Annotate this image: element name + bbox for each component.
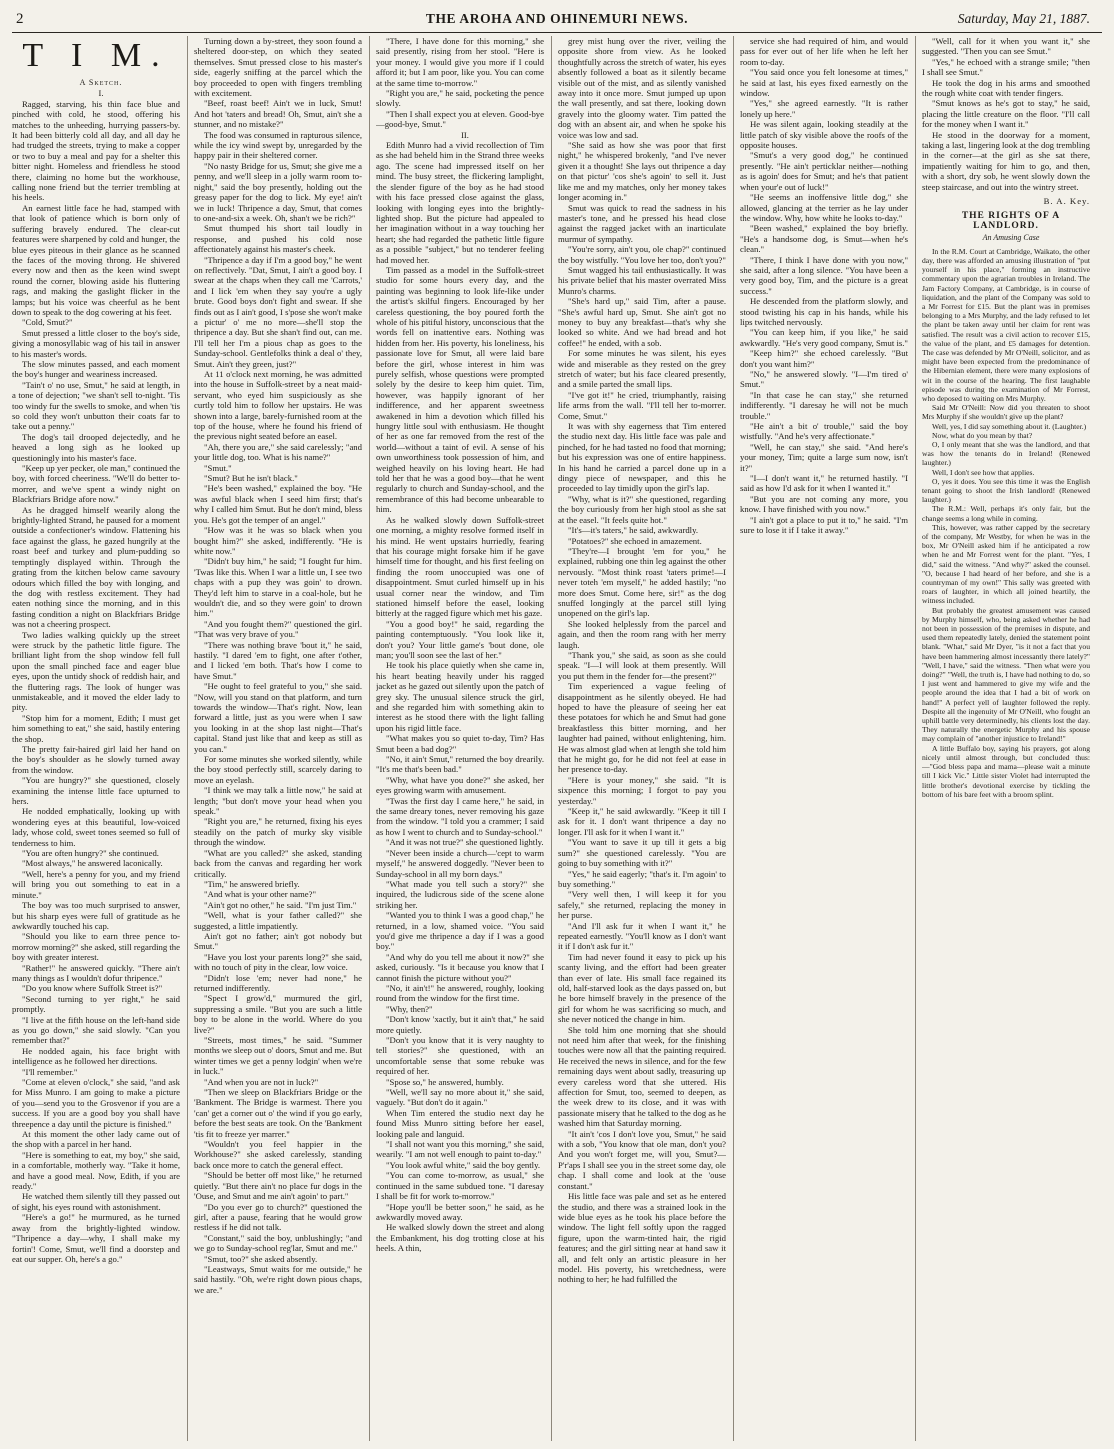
paragraph: He nodded emphatically, looking up with wondering eyes at this beautiful, low-voiced lady, whose cold, sweet tones seemed so full of tenderness to him. [12, 806, 180, 848]
paragraph: This, however, was rather capped by the secretary of the company, Mr Westby, for when he was in the box, Mr O'Neill asked him if he anticipated a row when he and Mr Forrest went for the plant. "Yes, I did," said the witness. "And why?" asked the counsel. "O, because I had heard of her before, and she is a countryman of my own!" This sally was greeted with roars of laughter, in which all joined heartily, the witness included. [922, 522, 1090, 606]
paragraph: "You look awful white," said the boy gently. [386, 1159, 541, 1170]
paragraph: For some minutes she worked silently, while the boy stood perfectly still, scarcely daring to move an eyelash. [194, 754, 362, 785]
masthead [12, 8, 1102, 33]
paragraph: "Why, what is it?" she questioned, regarding the boy curiously from her high stool as she sat at the easel. "It feels quite hot." [558, 493, 726, 525]
paragraph: "Do you ever go to church?" questioned the girl, after a pause, fearing that he would grow restless if he did not talk. [194, 1201, 362, 1233]
rights-sub-text: An Amusing Case [982, 233, 1040, 243]
sig-text: B. A. Key. [1043, 196, 1090, 207]
paragraph: "There was nothing brave 'bout it," he said, hastily. "I dared 'em to fight, one after t'other, and I licked 'em both. That's how I come to have Smut." [194, 639, 362, 681]
paragraph: "Never been inside a church—'cept to warm myself," he answered doggedly. "Never been to Sunday-school in all my born days." [376, 847, 544, 879]
paragraph: "And you fought them?" questioned the girl. "That was very brave of you." [194, 618, 362, 640]
paragraph: "Didn't lose 'em; never had none," he returned indifferently. [194, 972, 362, 993]
article-columns [12, 36, 1102, 1441]
paragraph: "They're—I brought 'em for you," he explained, rubbing one thin leg against the other nervously. "Most think roast 'taters prime!—I never toteh 'em myself," he added hastily; "no more does Smut. Come here, sir!" as the dog snuffed longingly at the parcel still lying unopened on the girl's lap. [558, 545, 726, 619]
paragraph: He walked slowly down the street and along the Embankment, his dog trotting close at his heels. A thin, [376, 1222, 544, 1254]
paragraph: "Smut knows as he's got to stay," he said, placing the little creature on the floor. "I'll call for the money when I want it." [922, 98, 1090, 130]
paragraph: "Cold, Smut?" [22, 317, 73, 328]
paragraph: She looked helplessly from the parcel and again, and then the room rang with her merry laugh. [558, 618, 726, 650]
paragraph: "And when you are not in luck?" [204, 1076, 319, 1087]
paragraph: The R.M.: Well, perhaps it's only fair, but the change seems a long while in coming. [922, 504, 1090, 523]
paragraph: "You are hungry?" she questioned, closely examining the intense little face upturned to hers. [12, 775, 180, 807]
paragraph: He descended from the platform slowly, and stood twisting his cap in his hands, while his lips twitched nervously. [740, 296, 908, 327]
paragraph: "Well, call for it when you want it," she suggested. "Then you can see Smut." [922, 36, 1090, 57]
paragraph: Said Mr O'Neill: Now did you threaten to shoot Mrs Murphy if she wouldn't give up the plant? [922, 403, 1090, 422]
paragraph: He was silent again, looking steadily at the little patch of sky visible above the roofs of the opposite houses. [740, 119, 908, 151]
paragraph: Well, yes, I did say something about it. (Laughter.) [932, 421, 1087, 431]
part-number: I. [98, 88, 104, 99]
column-5 [740, 36, 908, 1441]
paragraph: "Keep him?" she echoed carelessly. "But don't you want him?" [740, 348, 908, 369]
paragraph: Turning down a by-street, they soon found a sheltered door-step, on which they seated themselves. Smut pressed close to his master's side, eagerly sniffing at the parcel which the boy proceeded to open with fingers trembling with excitement. [194, 36, 362, 99]
paragraph: An earnest little face he had, stamped with that look of patience which is born only of suffering bravely endured. The clear-cut features were sharpened by cold and hunger, the blue eyes piteous in their glance as he scanned the faces of the moving throng. He shivered every now and then as the keen wind swept round the corner, blowing aside his fluttering rags, and making the gaslight flicker in the lamps; but his voice was cheerful as he bent down to speak to the dog cowering at his feet. [12, 202, 180, 317]
paragraph: "Constant," said the boy, unblushingly; "and we go to Sunday-school reg'lar, Smut and me." [194, 1232, 362, 1254]
paragraph: "And what is your other name?" [204, 889, 317, 900]
paragraph: A little Buffalo boy, saying his prayers, got along nicely until almost through, but concluded thus:—"God bless papa and mama—please wait a minute till I kick Vic." Little sister Violet had interrupted the little brother's devotional exercise by tickling the bottom of his bare feet with a broom splint. [922, 743, 1090, 799]
column-4 [558, 36, 726, 1441]
paragraph: "Yes," she agreed earnestly. "It is rather lonely up here." [740, 98, 908, 119]
paragraph: For some minutes he was silent, his eyes wide and miserable as they rested on the grey stretch of water; but his face cleared presently, and a smile parted the small lips. [558, 348, 726, 390]
paragraph: "Should be better off most like," he returned quietly. "But there ain't no place fur dogs in the 'Ouse, and Smut and me ain't agoin' to part." [194, 1170, 362, 1202]
paragraph: The dog's tail drooped dejectedly, and he heaved a long sigh as he looked up questioningly into his master's face. [12, 431, 180, 463]
paragraph: She told him one morning that she should not need him after that week, for the finishing touches were now all that the painting required. He received the news in silence, and for the few remaining days went about sadly, treasuring up every careless word that she uttered. His affection for Smut, too, seemed to deepen, as the week drew to its close, and it was with passionate misery that he talked to the dog as he washed him that Saturday morning. [558, 1024, 726, 1129]
paragraph: "Smut, too?" she asked absently. [204, 1253, 318, 1264]
paragraph: "No nasty Bridge for us, Smut; she give me a penny, and we'll sleep in a jolly warm room to-night," said the boy presently, holding out the greasy paper for the dog to lick. My eye! ain't we in luck! Thripence a day, Smut, that comes to one-and-six a week. Oh, shan't we be rich?" [194, 160, 362, 223]
paragraph: "Well, what is your father called?" she suggested, a little impatiently. [194, 910, 362, 931]
paragraph: "Thripence a day if I'm a good boy," he went on reflectively. "Dat, Smut, I ain't a good boy. I swear at the chaps when they call me 'Carrots,' and I lick 'em when they say you're a ugly brute. Good boys don't fight and swear. If she finds out as I ain't good, I s'pose she won't make a pictur' o' me no more—she'll stop the thripence a day. But she shan't find out, can me. I'll tell her I'm a pious chap as goes to the Sunday-school. Gentlefolks think a deal o' they, Smut. Ain't they green, just?" [194, 254, 362, 369]
paragraph: "Then I shall expect you at eleven. Good-bye—good-bye, Smut." [376, 108, 544, 130]
paragraph: "I think we may talk a little now," he said at length; "but don't move your head when you speak." [194, 785, 362, 817]
paragraph: "Then we sleep on Blackfriars Bridge or the 'Bankment. The Bridge is warmest. There you 'can' get a corner out o' the wind if you go early, before the best seats are took. On the 'Bankment 'tis fit to freeze yer marrer." [194, 1087, 362, 1139]
paragraph: The boy was too much surprised to answer, but his sharp eyes were full of gratitude as he awkwardly touched his cap. [12, 900, 180, 931]
paragraph: "It ain't 'cos I don't love you, Smut," he said with a sob, "You know that ole man, don't you? And you won't forget me, will you, Smut?—P'r'aps I shall see you in the street some day, ole chap. I shall come and look at the 'ouse constant." [558, 1128, 726, 1191]
paragraph: "Here is something to eat, my boy," she said, in a comfortable, motherly way. "Take it home, and have a good meal. Now, Edith, if you are ready." [12, 1149, 180, 1192]
paragraph: In the R.M. Court at Cambridge, Waikato, the other day, there was afforded an amusing illustration of "put yourself in his place," forming an instructive commentary upon the agrarian troubles in Ireland. The Jam Factory Company, at Cambridge, is in course of liquidation, and the plant of the Company was sold to a Mr Forrest for £15. But the plant was in premises belonging to a Mrs Murphy, and the lady refused to let the plant be taken away until her claim for rent was satisfied. The result was a civil action to recover £15, the value of the plant, and £5 damages for detention. The case was defended by Mr O'Neill, solicitor, and as might have been expected from the predominance of the Hibernian element, there were many explosions of wit in the course of the hearing. The first laughable episode was during the examination of Mr Forrest, who deposed to waiting on Mrs Murphy. [922, 246, 1090, 403]
paragraph: "Streets, most times," he said. "Summer months we sleep out o' doors, Smut and me. But winter times we get a penny lodgin' when we're in luck." [194, 1035, 362, 1077]
paragraph: "I've got it!" he cried, triumphantly, raising life arms from the wall. "I'll tell her to-morrer. Come, Smut." [558, 389, 726, 421]
paragraph: "Here is your money," she said. "It is sixpence this morning; I forgot to pay you yesterday." [558, 774, 726, 806]
paragraph: He nodded again, his face bright with intelligence as he followed her directions. [12, 1045, 180, 1067]
paragraph: "Been washed," explained the boy briefly. "He's a handsome dog, is Smut—when he's clean." [740, 223, 908, 255]
paragraph: "Twas the first day I came here," he said, in the same dreary tones, never removing his gaze from the window. "I told you a crammer; I said as how I went to church and to Sunday-school." [376, 795, 544, 837]
paragraph: O, I only meant that she was the landlord, and that was how the tenants do in Ireland! (Renewed laughter.) [922, 439, 1090, 468]
paragraph: Now, what do you mean by that? [932, 430, 1033, 440]
paragraph: "Ain't got no other," he said. "I'm just Tim." [204, 899, 357, 910]
paragraph: "Spect I grow'd," murmured the girl, suppressing a smile. "But you are such a little boy to be alone in the world. Where do you live?" [194, 993, 362, 1035]
paragraph: grey mist hung over the river, veiling the opposite shore from view. As he looked thoughtfully across the stretch of water, his eyes absently followed a boat as it silently became visible out of the mist, and as silently vanished away into it once more. Smut jumped up upon the wall presently, and sat there, looking down gravely into the gloomy water. Tim patted the dog with an absent air, and when he spoke his voice was low and sad. [558, 36, 726, 140]
paragraph: "In that case he can stay," she returned indifferently. "I daresay he will not be much trouble." [740, 389, 908, 421]
paragraph: "Do you know where Suffolk Street is?" [22, 983, 163, 994]
story-subtitle: A Sketch. [79, 78, 123, 87]
issue-date: Saturday, May 21, 1887. [957, 11, 1090, 26]
paragraph: When Tim entered the studio next day he found Miss Munro sitting before her easel, looking pale and languid. [376, 1107, 544, 1139]
column-3 [376, 36, 544, 1441]
paragraph: Smut was quick to read the sadness in his master's tone, and he pressed his head close against the ragged jacket with an inarticulate murmur of sympathy. [558, 202, 726, 244]
paragraph: At 11 o'clock next morning, he was admitted into the house in Suffolk-street by a neat maid-servant, who eyed him suspiciously as she curtly told him to follow her upstairs. He was shown into a large, barely-furnished room at the top of the house, where he found his friend of the previous night seated before an easel. [194, 369, 362, 442]
paragraph: "Stop him for a moment, Edith; I must get him something to eat," she said, hastily entering the shop. [12, 712, 180, 744]
paragraph: "She's hard up," said Tim, after a pause. "She's awful hard up, Smut. She ain't got no money to buy any breakfast—that's why she looked so white. And we had bread and hot coffee!" he ended, with a sob. [558, 296, 726, 348]
paragraph: Smut thumped his short tail loudly in response, and pushed his cold nose affectionately against his master's cheek. [194, 223, 362, 255]
paragraph: Smut pressed a little closer to the boy's side, giving a monosyllabic wag of his tail in answer to his master's words. [12, 327, 180, 359]
paragraph: "Don't know 'xactly, but it ain't that," he said more quietly. [376, 1014, 544, 1035]
paragraph: "Smut." [204, 462, 232, 473]
paragraph: "Keep it," he said awkwardly. "Keep it till I ask for it. I don't want thripence a day no longer. I'll ask for it when I want it." [558, 806, 726, 837]
paragraph: "How was it he was so black when you bought him?" she asked, indifferently. "He is white now." [194, 525, 362, 556]
column-rule [733, 36, 734, 1441]
paragraph: Edith Munro had a vivid recollection of Tim as she had beheld him in the Strand three weeks ago. The scene had impressed itself on her mind. The busy street, the flickering lamplight, the slender figure of the boy as he had stood with his face pressed close against the glass, looking with longing eyes into the brightly-lighted shop. But the picture had appealed to her imagination without in a way touching her heart; she had regarded the pathetic little figure as a possible "subject," but no tenderer feeling had moved her. [376, 140, 544, 265]
paragraph: It was with shy eagerness that Tim entered the studio next day. His little face was pale and pinched, for he had tasted no food that morning; but his expression was one of entire happiness. In his hand he carried a parcel done up in a dingy piece of newspaper, and this he proceeded to lay timidly upon the girl's lap. [558, 421, 726, 494]
paragraph: Tim experienced a vague feeling of disappointment as he silently obeyed. He had hoped to have the pleasure of seeing her eat these potatoes for which he and Smut had gone breakfastless this bitter morning, and her laughter had pained, without enlightening, him. He was almost glad when at length she told him that he might go, for he did not feel at ease in her presence to-day. [558, 681, 726, 775]
paragraph: service she had required of him, and would pass for ever out of her life when he left her room to-day. [740, 36, 908, 67]
paragraph: Ragged, starving, his thin face blue and pinched with cold, he stood, offering his matches to the unheeding, hurrying passers-by. It had been bitterly cold all day, and all day he had trudged the streets, trying to make a copper or two to buy a meal and pay for a shelter this bitter night. Homeless and friendless he stood there, claiming no home but the workhouse, calling none friend but the terrier trembling at his heels. [12, 98, 180, 203]
paragraph: "Beef, roast beef! Ain't we in luck, Smut! And hot 'taters and bread! Oh, Smut, ain't she a stunner, and no mistake?" [194, 98, 362, 130]
paragraph: "Don't you know that it is very naughty to tell stories?" she questioned, with an uncomfortable sense that some rebuke was required of her. [376, 1035, 544, 1077]
paragraph: At this moment the other lady came out of the shop with a parcel in her hand. [12, 1129, 180, 1150]
paragraph: "Spose so," he answered, humbly. [386, 1076, 504, 1087]
paragraph: "Well, he can stay," she said. "And here's your money, Tim; quite a large sum now, isn't it?" [740, 441, 908, 473]
paragraph: "Leastways, Smut waits for me outside," he said hastily. "Oh, we're right down pious chaps, we are." [194, 1263, 362, 1295]
paragraph: "I'll remember." [22, 1066, 78, 1077]
paragraph: "And I'll ask fur it when I want it," he repeated earnestly. "You'll know as I don't want it if I don't ask fur it." [558, 920, 726, 952]
paragraph: "I shall not want you this morning," she said, wearily. "I am not well enough to paint to-day." [376, 1139, 544, 1160]
paragraph: "What are you called?" she asked, standing back from the canvas and regarding her work critically. [194, 847, 362, 879]
paragraph: "Very well then, I will keep it for you safely," she returned, replacing the money in her purse. [558, 889, 726, 921]
paragraph: "Well, we'll say no more about it," she said, vaguely. "But don't do it again." [376, 1087, 544, 1108]
paragraph: "No, it ain't Smut," returned the boy drearily. "It's me that's been bad." [376, 754, 544, 775]
newspaper-title: THE AROHA AND OHINEMURI NEWS. [425, 11, 689, 26]
paragraph: "What made you tell such a story?" she inquired, the ludicrous side of the scene alone striking her. [376, 878, 544, 910]
paragraph: As he dragged himself wearily along the brightly-lighted Strand, he paused for a moment outside a confectioner's window. Flattening his face against the glass, he gazed hungrily at the roast beef and turkey and plum-pudding so temptingly displayed within. Through the grating from the kitchen below came savoury odours which filled the boy with longing, and the dog with restless excitement. They had eaten nothing since the morning, and in this fasting condition a night on Blackfriars Bridge was not a cheering prospect. [12, 504, 180, 630]
paragraph: "He seems an inoffensive little dog," she allowed, glancing at the terrier as he lay under the window. Why, how white he looks to-day." [740, 192, 908, 223]
paragraph: "He's been washed," explained the boy. "He was awful black when I seed him first; that's why I called him Smut. But he don't mind, bless you. He's got the temper of an angel." [194, 483, 362, 525]
column-rule [187, 36, 188, 1441]
rights-title-text: THE RIGHTS OF A LANDLORD. [961, 210, 1061, 231]
paragraph: "Wanted you to think I was a good chap," he returned, in a low, shamed voice. "You said you'd give me thripence a day if I was a good boy." [376, 910, 544, 952]
paragraph: "Most always," he answered laconically. [22, 858, 163, 869]
paragraph: "I—I don't want it," he returned hastily. "I said as how I'd ask for it when I wanted it." [740, 473, 908, 494]
column-1 [12, 36, 180, 1441]
paragraph: "Smut's a very good dog," he continued presently. "He ain't perticklar neither—nothing as is agoin' does for Smut; and he's that patient when your'e out of luck!" [740, 150, 908, 192]
paragraph: "Tim," he answered briefly. [204, 878, 300, 889]
column-6 [922, 36, 1090, 1441]
paragraph: Smut wagged his tail enthusiastically. It was his private belief that his master overrated Miss Munro's charms. [558, 264, 726, 296]
paragraph: The pretty fair-haired girl laid her hand on the boy's shoulder as he slowly turned away from the window. [12, 744, 180, 775]
roman-text: II. [461, 129, 469, 140]
paragraph: "It's—it's taters," he said, awkwardly. [568, 525, 699, 536]
paragraph: "And why do you tell me about it now?" she asked, curiously. "Is it because you know that I cannot finish the picture without you?" [376, 951, 544, 983]
paragraph: "Should you like to earn three pence to-morrow morning?" she asked, still regarding the boy with greater interest. [12, 931, 180, 963]
paragraph: But probably the greatest amusement was caused by Murphy himself, who, being asked whether he had not been in possession of the premises in dispute, and used them repeatedly lately, denied the statement point blank. "What," said Mr Dyer, "is it not a fact that you have been hammering almost incessantly there lately?" "Well, I have," said the witness. "Then what were you doing?" "Well, the truth is, I have had nothing to do, so I just went and hammered to give my wife and the people around the idea that I had a bit of work on hand!" A perfect yell of laughter followed the reply. Despite all the ingenuity of Mr O'Neill, who fought an uphill battle very determinedly, his clients lost the day. They naturally the energetic Murphy and his spouse may complain of "another injustice to Ireland!" [922, 605, 1090, 744]
paragraph: "You are often hungry?" she continued. [22, 848, 159, 859]
paragraph: O, yes it does. You see this time it was the English tenant going to shoot the Irish landlord! (Renewed laughter.) [922, 476, 1090, 505]
paragraph: "You a good boy!" he said, regarding the painting contemptuously. "You look like it, don't you? Your little game's 'bout done, ole man; you'll soon see the last of her." [376, 618, 544, 660]
paragraph: "Keep up yer pecker, ole man," continued the boy, with forced cheeriness. "We'll do better to-morrer, and we've spent a windy night on Blackfriars Bridge afore now." [12, 463, 180, 505]
paragraph: "Yes," he echoed with a strange smile; "then I shall see Smut." [922, 56, 1090, 78]
paragraph: He took the dog in his arms and smoothed the rough white coat with tender fingers. [922, 77, 1090, 99]
paragraph: Two ladies walking quickly up the street were struck by the pathetic little figure. The brilliant light from the shop window fell full upon the small pinched face and eager blue eyes, upon the untidy shock of reddish hair, and the fluttering rags. The look of hunger was unmistakeable, and it moved the elder lady to pity. [12, 629, 180, 713]
paragraph: "Wouldn't you feel happier in the Workhouse?" she asked carelessly, standing back once more to catch the general effect. [194, 1139, 362, 1170]
paragraph: "No," he answered slowly. "I—I'm tired o' Smut." [740, 369, 908, 390]
paragraph: "Here's a go!" he murmured, as he turned away from the brightly-lighted window. "Thripence a day—why, I shall make my fortin'! Come, Smut, we'll find a doorstep and eat our supper. Oh, here's a go." [12, 1212, 180, 1264]
paragraph: The food was consumed in rapturous silence, while the icy wind swept by, unregarded by the happy pair in their sheltered corner. [194, 129, 362, 161]
paragraph: "He ain't a bit o' trouble," said the boy wistfully. "And he's very affectionate." [740, 421, 908, 442]
paragraph: "She said as how she was poor that first night," he whispered brokenly, "and I've never given it a thought! She lays out thripence a day on that pictur' 'cos she's agoin' to sell it. Just like me and my matches, only her money takes longer acoming in." [558, 140, 726, 203]
paragraph: "And it was not true?" she questioned lightly. [386, 837, 544, 848]
paragraph: Tim had never found it easy to pick up his scanty living, and the effort had been greater than ever of late. His small face regained its old, half-starved look as the days passed on, but he bore himself bravely in the presence of the girl for whom he was sacrificing so much, and she never noticed the change in him. [558, 951, 726, 1025]
paragraph: "He ought to feel grateful to you," she said. "Now, will you stand on that platform, and turn towards the window—That's right. Now, lean forward a little, just as you were when I saw you looking in at the shop last night—That's capital. Stand just like that and keep as still as you can." [194, 681, 362, 754]
paragraph: "I ain't got a place to put it to," he said. "I'm sure to lose it if I take it away." [740, 514, 908, 536]
paragraph: The slow minutes passed, and each moment the boy's hunger and weariness increased. [12, 358, 180, 380]
paragraph: "Thank you," she said, as soon as she could speak. "I—I will look at them presently. Will you put them in the fender for—the present?" [558, 649, 726, 681]
paragraph: He stood in the doorway for a moment, taking a last, lingering look at the dog trembling in the corner—at the girl as she sat there, impatiently waiting for him to go, and then, with a short, dry sob, he went slowly down the steep staircase, and out into the wintry street. [922, 129, 1090, 192]
paragraph: "Right you are," he returned, fixing his eyes steadily on the patch of murky sky visible through the window. [194, 816, 362, 848]
paragraph: He took his place quietly when she came in, his heart beating heavily under his ragged jacket as he gazed out silently upon the patch of grey sky. The unusual silence struck the girl, and she regarded him with something akin to interest as he stood there with the light falling upon his rigid little face. [376, 660, 544, 733]
paragraph: "You can keep him, if you like," he said awkwardly. "He's very good company, Smut is." [740, 327, 908, 348]
paragraph: Ain't got no father; ain't got nobody but Smut." [194, 930, 362, 952]
paragraph: "Come at eleven o'clock," she said, "and ask for Miss Munro. I am going to make a picture of you—send you to the Grosvenor if you are a success. If you are a good boy you shall have threepence a day until the picture is finished." [12, 1077, 180, 1129]
paragraph: "Well, here's a penny for you, and my friend will bring you out something to eat in a minute." [12, 868, 180, 900]
paragraph: "No, it ain't!" he answered, roughly, looking round from the window for the first time. [376, 982, 544, 1004]
paragraph: "There, I have done for this morning," she said presently, rising from her stool. "Here is your money. I would give you more if I could afford it; but I am poor, like you. You can come at the same time to-morrow." [376, 36, 544, 88]
paragraph: He watched them silently till they passed out of sight, his eyes round with astonishment. [12, 1191, 180, 1212]
paragraph: "Yes," he said eagerly; "that's it. I'm agoin' to buy something." [558, 868, 726, 889]
paragraph: "You want to save it up till it gets a big sum?" she questioned carelessly. "You are going to buy something with it?" [558, 837, 726, 869]
story-title: T I M. [22, 37, 170, 74]
paragraph: "Didn't buy him," he said; "I fought fur him. 'Twas like this. When I war a little un, I see two chaps with a pup they was goin' to drown. They'd left him to starve in a coal-hole, but he wouldn't die, and so they were goin' to drown him." [194, 556, 362, 619]
column-rule [915, 36, 916, 1441]
paragraph: "You said once you felt lonesome at times," he said at last, his eyes fixed earnestly on the window. [740, 67, 908, 99]
column-2 [194, 36, 362, 1441]
page-number: 2 [16, 11, 24, 27]
paragraph: "What makes you so quiet to-day, Tim? Has Smut been a bad dog?" [376, 733, 544, 754]
column-rule [369, 36, 370, 1441]
paragraph: "But you are not coming any more, you know. I have finished with you now." [740, 493, 908, 515]
paragraph: "Potatoes?" she echoed in amazement. [568, 535, 702, 546]
column-rule [551, 36, 552, 1441]
paragraph: "There, I think I have done with you now," she said, after a long silence. "You have been a very good boy, Tim, and the picture is a great success." [740, 254, 908, 296]
paragraph: "Right you are," he said, pocketing the pence slowly. [376, 88, 544, 109]
paragraph: "Hope you'll be better soon," he said, as he awkwardly moved away. [376, 1201, 544, 1222]
paragraph: "Second turning to yer right," he said promptly. [12, 993, 180, 1015]
paragraph: "You can come to-morrow, as usual," she continued in the same subdued tone. "I daresay I shall be fit for work to-morrow." [376, 1170, 544, 1202]
paragraph: Well, I don't see how that applies. [932, 467, 1035, 477]
paragraph: "Smut? But he isn't black." [204, 473, 298, 484]
paragraph: "Ah, there you are," she said carelessly; "and your little dog, too. What is his name?" [194, 441, 362, 463]
paragraph: "You're sorry, ain't you, ole chap?" continued the boy wistfully. "You love her too, don't you?" [558, 244, 726, 265]
paragraph: "Have you lost your parents long?" she said, with no touch of pity in the clear, low voice. [194, 951, 362, 973]
paragraph: Tim passed as a model in the Suffolk-street studio for some hours every day, and the painting was beginning to look life-like under the artist's skilful fingers. Encouraged by her careless questioning, the boy poured forth the whole of his pitiful history, unconscious that the words fell on inattentive ears. Nothing was hidden from her. His poverty, his loneliness, his passionate love for Smut, all were laid bare before the girl, whose interest in him was purely selfish, whose questions were prompted solely by the desire to keep him quiet. Tim, however, was happily ignorant of her indifference, and her apparent sweetness awakened in him a devotion which filled his hungry little soul with enthusiasm. He thought of her as one far removed from the rest of the world—without a taint of evil. A sense of his own unworthiness took possession of him, and weighed heavily on his loving heart. He had told her that he was a good boy—that he went regularly to church and Sunday-school, and the remembrance of this had become unbearable to him. [376, 264, 544, 515]
paragraph: "I live at the fifth house on the left-hand side as you go down," she said slowly. "Can you remember that?" [12, 1014, 180, 1046]
paragraph: "Why, what have you done?" she asked, her eyes growing warm with amusement. [376, 774, 544, 796]
paragraph: "Tain't o' no use, Smut," he said at length, in a tone of dejection; "we shan't sell to-night. 'Tis too windy fur the swells to smoke, and when 'tis so cold they won't unbutton their coats far to take out a penny." [12, 379, 180, 432]
paragraph: His little face was pale and set as he entered the studio, and there was a strained look in the wide blue eyes as he took his place before the window. The light fell softly upon the ragged figure, upon the warm-tinted hair, the rigid features; and the girl sitting near at hand saw it all, and felt only an artistic pleasure in her model. His poverty, his wretchedness, were nothing to her; he had fulfilled the [558, 1191, 726, 1285]
paragraph: "Rather!" he answered quickly. "There ain't many things as I wouldn't dofur thripence." [12, 962, 180, 983]
paragraph: "Why, then?" [386, 1003, 433, 1014]
paragraph: As he walked slowly down Suffolk-street one morning, a mighty resolve formed itself in his mind. He went upstairs hurriedly, fearing that his courage might forsake him if he gave himself time for thought, and his first feeling on finding the room unoccupied was one of disappointment. Smut curled himself up in his usual corner near the window, and Tim stationed himself before the easel, looking bitterly at the ragged figure which met his gaze. [376, 514, 544, 619]
